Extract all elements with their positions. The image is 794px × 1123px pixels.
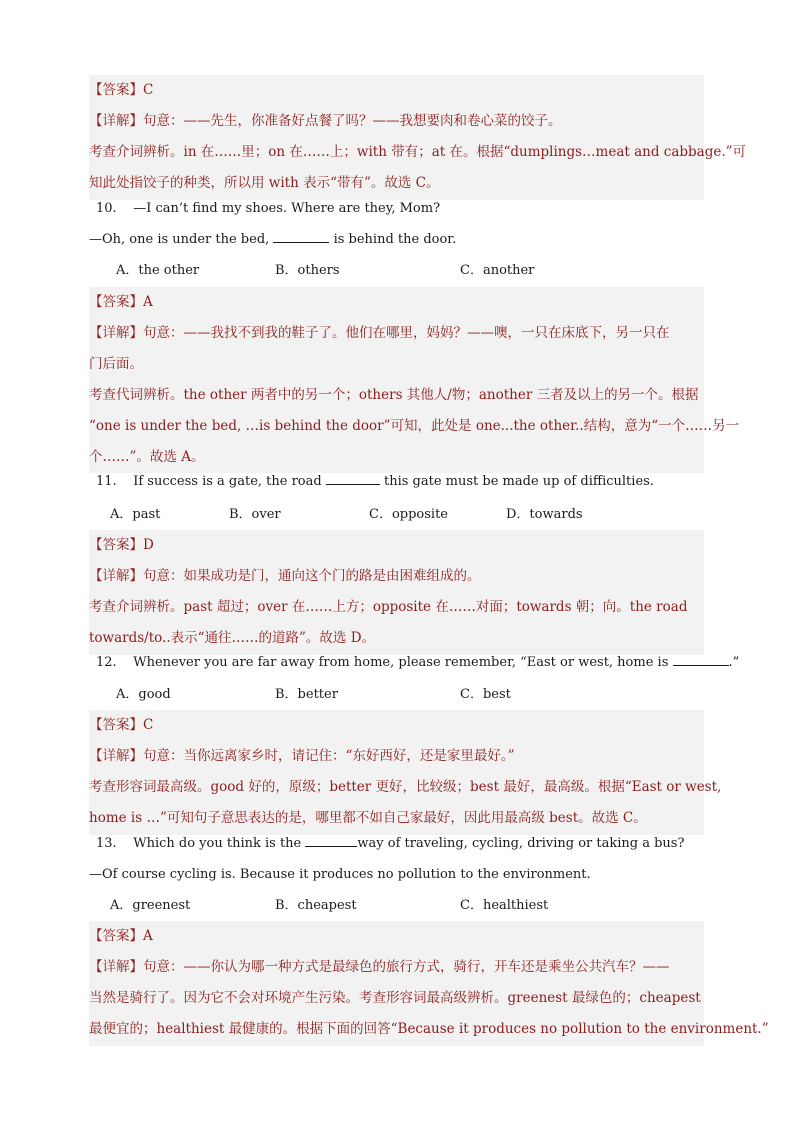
question-number: 11. xyxy=(96,474,117,489)
answer-label: 【答案】A xyxy=(89,294,153,310)
question-number: 12. xyxy=(96,655,117,670)
question-12-stem xyxy=(96,647,739,678)
option-b: B．better xyxy=(275,687,338,702)
question-10-stem-2 xyxy=(89,224,456,255)
answer-blank xyxy=(326,472,380,485)
detail-line: 知此处指饺子的种类，所以用 with 表示“带有”。故选 C。 xyxy=(89,175,440,191)
option-c: C．best xyxy=(460,687,511,702)
option-c: C．healthiest xyxy=(460,898,549,913)
detail-line: 考查介词辨析。past 超过；over 在……上方；opposite 在……对面；towards 朝；向。the road xyxy=(89,599,688,615)
option-c: C．opposite xyxy=(369,507,448,522)
option-b: B．over xyxy=(229,507,281,522)
question-text: If success is a gate, the road xyxy=(133,474,322,489)
answer-block-13 xyxy=(89,921,769,1046)
option-a: A．past xyxy=(110,507,161,522)
question-text: —Oh, one is under the bed, xyxy=(89,232,270,247)
question-13-stem xyxy=(96,828,684,859)
question-11-stem xyxy=(96,466,654,497)
answer-blank xyxy=(305,834,357,847)
answer-block-9 xyxy=(89,75,747,200)
answer-label: 【答案】C xyxy=(89,717,154,733)
detail-line: 当然是骑行了。因为它不会对环境产生污染。考查形容词最高级辨析。greenest 最绿色的；cheapest xyxy=(89,990,701,1006)
option-a: A．greenest xyxy=(110,898,191,913)
answer-label: 【答案】D xyxy=(89,537,154,553)
detail-line: 【详解】句意：——我找不到我的鞋子了。他们在哪里，妈妈？——噢，一只在床底下，另一只在 xyxy=(89,325,670,341)
question-text: this gate must be made up of difficulties. xyxy=(384,474,654,489)
option-d: D．towards xyxy=(506,507,583,522)
question-text: .” xyxy=(728,655,740,670)
detail-line: 【详解】句意：——你认为哪一种方式是最绿色的旅行方式，骑行，开车还是乘坐公共汽车？—— xyxy=(89,959,670,975)
detail-line: towards/to..表示“通往……的道路”。故选 D。 xyxy=(89,630,376,646)
option-b: B．others xyxy=(275,263,340,278)
detail-line: 考查形容词最高级。good 好的，原级；better 更好，比较级；best 最好，最高级。根据“East or west, xyxy=(89,779,722,795)
detail-line: 考查代词辨析。the other 两者中的另一个；others 其他人/物；another 三者及以上的另一个。根据 xyxy=(89,387,699,403)
answer-blank xyxy=(673,653,729,666)
question-13-stem-2: —Of course cycling is. Because it produces no pollution to the environment. xyxy=(89,867,591,882)
detail-line: home is …”可知句子意思表达的是，哪里都不如自己家最好，因此用最高级 best。故选 C。 xyxy=(89,810,647,826)
answer-block-12 xyxy=(89,710,722,835)
answer-label: 【答案】C xyxy=(89,82,154,98)
question-text: Which do you think is the xyxy=(133,836,302,851)
question-text: is behind the door. xyxy=(333,232,457,247)
answer-blank xyxy=(273,230,329,243)
answer-block-10 xyxy=(89,287,740,473)
question-text: way of traveling, cycling, driving or taking a bus? xyxy=(357,836,685,851)
option-a: A．good xyxy=(116,687,171,702)
detail-line: “one is under the bed, …is behind the door”可知，此处是 one...the other..结构，意为“一个……另一 xyxy=(89,418,740,434)
option-b: B．cheapest xyxy=(275,898,357,913)
option-a: A．the other xyxy=(116,263,200,278)
detail-line: 最便宜的；healthiest 最健康的。根据下面的回答“Because it produces no pollution to the environment.” xyxy=(89,1021,769,1037)
detail-line: 【详解】句意：如果成功是门，通向这个门的路是由困难组成的。 xyxy=(89,568,481,584)
option-c: C．another xyxy=(460,263,535,278)
question-text: —I can’t find my shoes. Where are they, Mom? xyxy=(133,201,441,216)
detail-line: 考查介词辨析。in 在……里；on 在……上；with 带有；at 在。根据“dumplings…meat and cabbage.”可 xyxy=(89,144,747,160)
answer-label: 【答案】A xyxy=(89,928,153,944)
question-number: 13. xyxy=(96,836,117,851)
detail-line: 门后面。 xyxy=(89,356,143,372)
question-text: Whenever you are far away from home, please remember, “East or west, home is xyxy=(133,655,669,670)
detail-line: 【详解】句意：——先生，你准备好点餐了吗？——我想要肉和卷心菜的饺子。 xyxy=(89,113,562,129)
question-number: 10. xyxy=(96,201,117,216)
question-10-stem xyxy=(96,193,440,224)
answer-block-11 xyxy=(89,530,704,655)
detail-line: 【详解】句意：当你远离家乡时，请记住：“东好西好，还是家里最好。” xyxy=(89,748,515,764)
detail-line: 个……”。故选 A。 xyxy=(89,449,205,465)
